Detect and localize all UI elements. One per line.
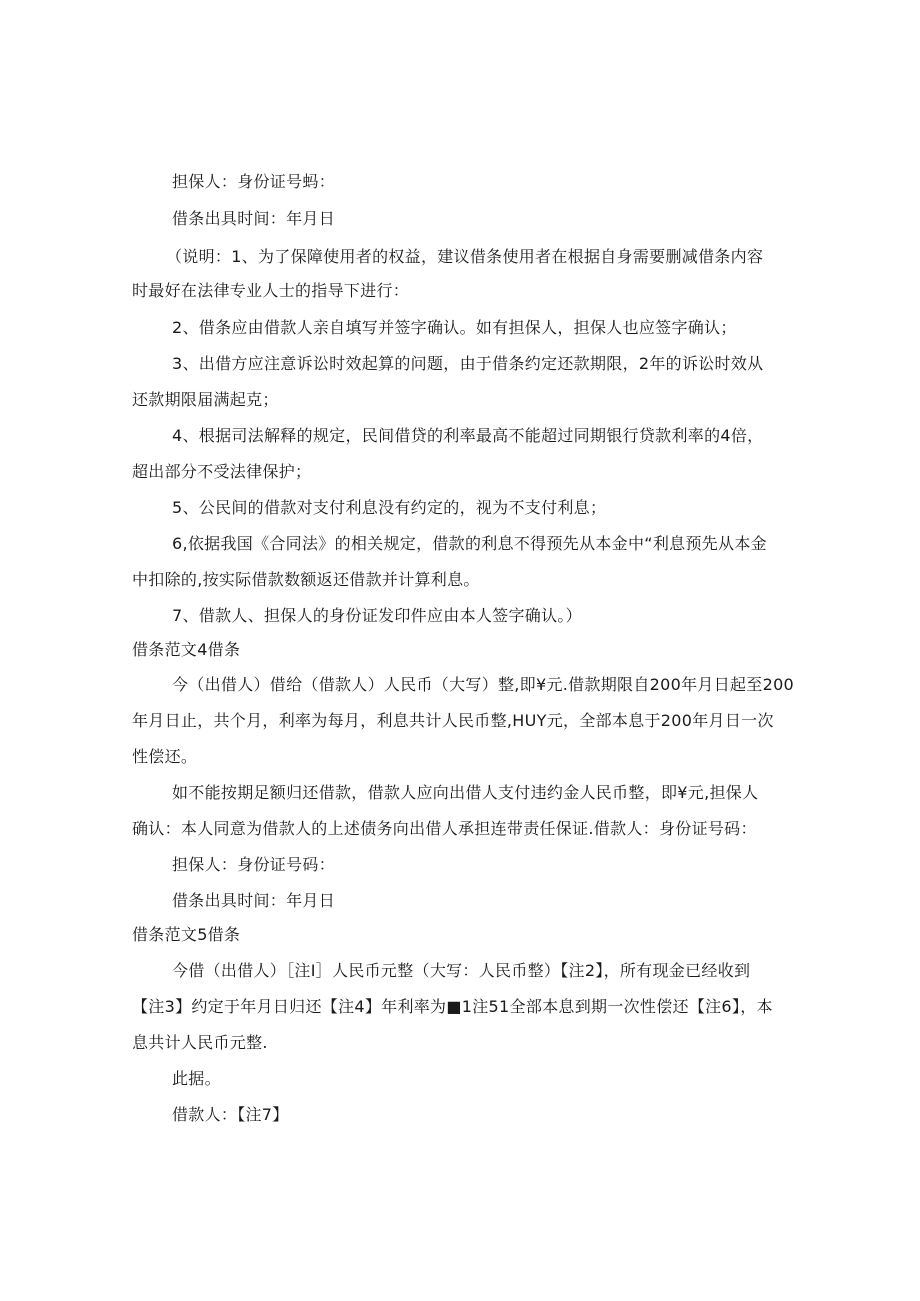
template-4-body-line: 性偿还。	[132, 747, 198, 766]
template-4-body-line: 年月日止，共个月，利率为每月，利息共计人民币整,HUY元，全部本息于200年月日一次	[132, 711, 774, 730]
borrower-line: 借款人：【注7】	[172, 1105, 289, 1124]
note-paragraph-line: （说明：1、为了保障使用者的权益，建议借条使用者在根据自身需要删减借条内容	[166, 247, 764, 266]
note-item-6-cont: 中扣除的,按实际借款数额返还借款并计算利息。	[132, 570, 480, 589]
note-item-5: 5、公民间的借款对支付利息没有约定的，视为不支付利息；	[172, 498, 607, 517]
note-item-4: 4、根据司法解释的规定，民间借贷的利率最高不能超过同期银行贷款利率的4倍，	[172, 426, 764, 445]
template-5-body-line: 息共计人民币元整.	[132, 1033, 268, 1052]
template-5-body-line: 今借（出借人）［注I］人民币元整（大写：人民币整）【注2】，所有现金已经收到	[172, 961, 751, 980]
guarantor-id-line: 担保人：身份证号码：	[172, 855, 336, 874]
template-5-body-line: 【注3】约定于年月日归还【注4】年利率为■1注51全部本息到期一次性偿还【注6】，本	[132, 997, 773, 1016]
section-heading-template-5: 借条范文5借条	[132, 925, 241, 944]
note-item-6: 6,依据我国《合同法》的相关规定，借款的利息不得预先从本金中“利息预先从本金	[172, 534, 767, 553]
template-4-body-line: 今（出借人）借给（借款人）人民币（大写）整,即¥元.借款期限自200年月日起至200	[172, 675, 795, 694]
hereby-line: 此据。	[172, 1069, 221, 1088]
note-paragraph-line: 时最好在法律专业人士的指导下进行：	[132, 281, 410, 300]
issue-date-line: 借条出具时间：年月日	[172, 891, 336, 910]
section-heading-template-4: 借条范文4借条	[132, 640, 241, 659]
note-item-4-cont: 超出部分不受法律保护；	[132, 462, 312, 481]
note-item-3-cont: 还款期限届满起克；	[132, 390, 279, 409]
issue-date-line: 借条出具时间：年月日	[172, 209, 336, 228]
template-4-penalty-line: 确认：本人同意为借款人的上述债务向出借人承担连带责任保证.借款人：身份证号码：	[132, 819, 757, 838]
note-item-3: 3、出借方应注意诉讼时效起算的问题，由于借条约定还款期限，2年的诉讼时效从	[172, 354, 764, 373]
note-item-7: 7、借款人、担保人的身份证发印件应由本人签字确认。）	[172, 606, 582, 625]
note-item-2: 2、借条应由借款人亲自填写并签字确认。如有担保人，担保人也应签字确认；	[172, 318, 737, 337]
template-4-penalty-line: 如不能按期足额归还借款，借款人应向出借人支付违约金人民币整，即¥元,担保人	[172, 783, 759, 802]
guarantor-id-line: 担保人：身份证号蚂：	[172, 172, 336, 191]
